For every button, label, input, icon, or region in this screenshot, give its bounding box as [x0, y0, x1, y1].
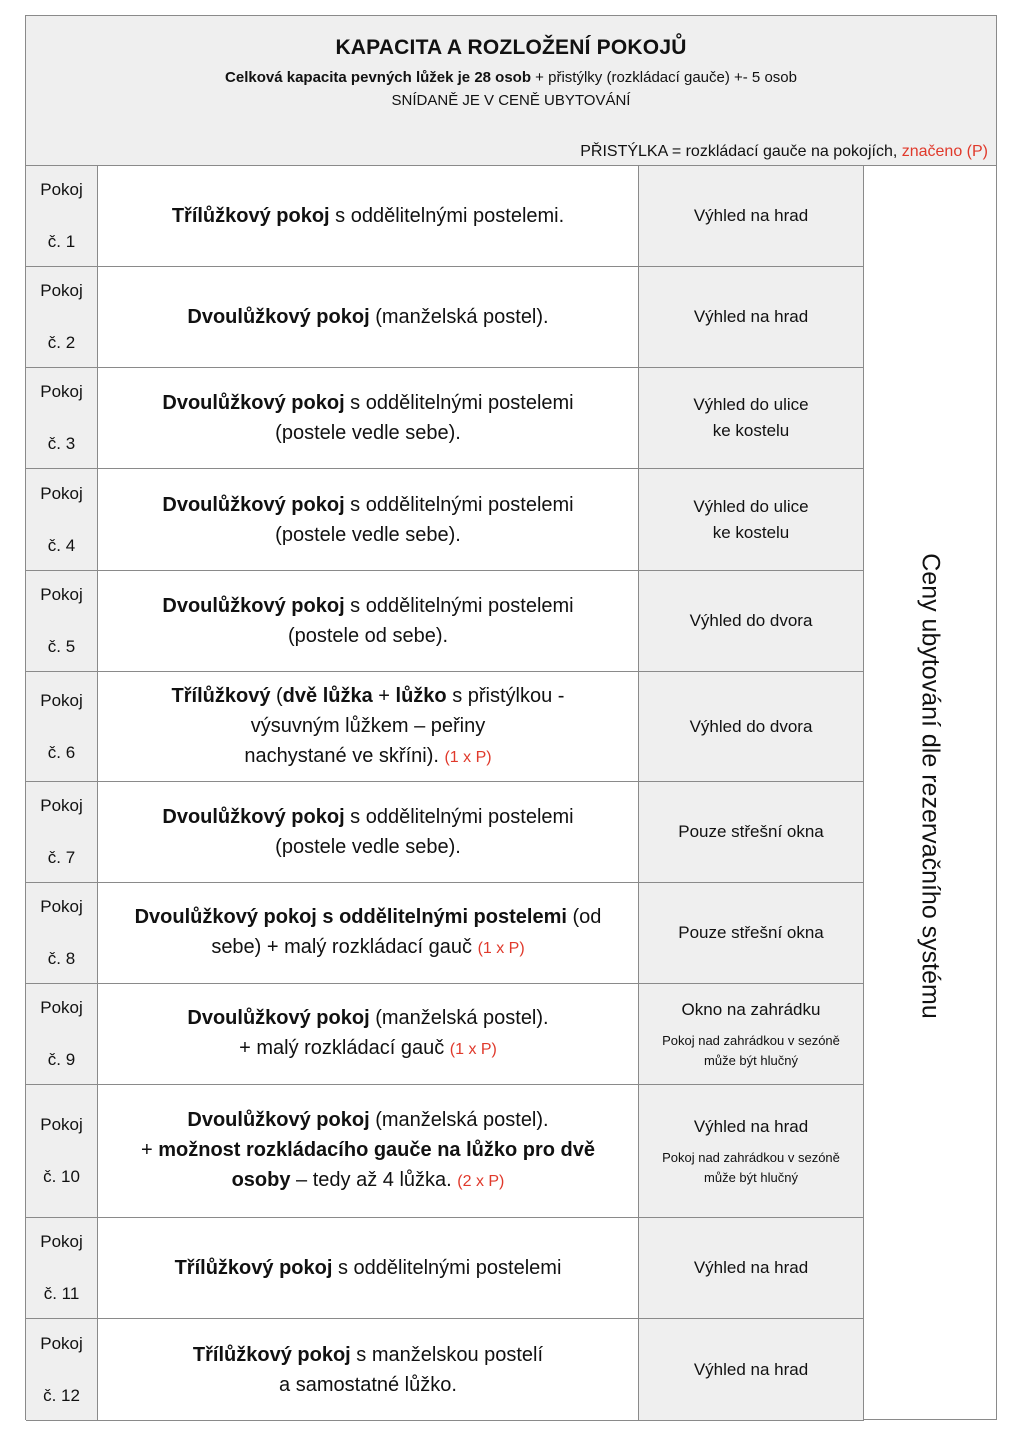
- room-description-part: a samostatné lůžko.: [279, 1373, 457, 1396]
- room-row: [26, 883, 864, 984]
- room-description-text: [162, 388, 573, 448]
- room-type-bold: Dvoulůžkový pokoj: [162, 493, 345, 516]
- room-view: [639, 883, 864, 983]
- room-description: [98, 469, 639, 570]
- room-number: [26, 267, 98, 367]
- room-view-text: Výhled do ulice ke kostelu: [693, 496, 809, 542]
- room-number: [26, 782, 98, 882]
- room-view-text: Výhled na hrad: [693, 307, 809, 326]
- room-description-part: s manželskou postelí: [350, 1343, 544, 1366]
- room-row: [26, 1319, 864, 1421]
- room-type-bold: dvě lůžka: [282, 684, 373, 707]
- room-description: [98, 1319, 639, 1420]
- room-view: [639, 469, 864, 570]
- room-number-label: Pokoj: [40, 1232, 83, 1251]
- room-description: [98, 1218, 639, 1318]
- room-description-part: – tedy až 4 lůžka.: [290, 1169, 458, 1191]
- room-type-bold: Dvoulůžkový pokoj: [187, 1007, 370, 1029]
- room-view-text: Výhled do dvora: [689, 716, 813, 736]
- room-view-text: Výhled na hrad: [693, 1117, 809, 1136]
- extra-bed-note: [580, 143, 988, 161]
- room-number: [26, 984, 98, 1084]
- room-number-label: Pokoj: [40, 585, 83, 604]
- room-description: [98, 571, 639, 671]
- room-view: [639, 1218, 864, 1318]
- room-view-text: Výhled na hrad: [693, 206, 809, 225]
- extra-bed-tag: (2 x P): [457, 1173, 505, 1190]
- price-column: [864, 166, 996, 1419]
- room-number: [26, 368, 98, 468]
- room-type-bold: Dvoulůžkový pokoj: [162, 392, 345, 414]
- room-view: [639, 1319, 864, 1420]
- room-view-text: Výhled na hrad: [693, 1359, 809, 1379]
- room-view-text: Pouze střešní okna: [678, 923, 824, 942]
- capacity-line: [26, 69, 996, 86]
- room-description-part: nachystané ve skříni).: [244, 744, 445, 767]
- room-description-part: s oddělitelnými postelemi: [344, 493, 574, 516]
- room-view-text: Výhled do ulice ke kostelu: [693, 395, 809, 440]
- room-view-note: Pokoj nad zahrádkou v sezóně může být hlučný: [662, 1150, 840, 1185]
- room-number: [26, 1319, 98, 1420]
- room-number-value: č. 6: [47, 742, 76, 762]
- room-row: [26, 469, 864, 571]
- room-type-bold: Třílůžkový pokoj: [174, 1257, 333, 1279]
- room-number-value: č. 1: [47, 232, 76, 251]
- room-type-bold: osoby: [231, 1169, 291, 1191]
- room-description-text: [172, 681, 565, 773]
- room-number-value: č. 12: [43, 1385, 80, 1405]
- room-description: [98, 984, 639, 1084]
- room-description: [98, 267, 639, 367]
- room-type-bold: Dvoulůžkový pokoj: [187, 306, 370, 328]
- room-view: [639, 984, 864, 1084]
- capacity-bold: Celková kapacita pevných lůžek je 28 osob: [225, 69, 532, 86]
- room-number-value: č. 5: [47, 637, 76, 656]
- room-number-value: č. 3: [47, 434, 76, 453]
- room-description-text: [162, 490, 573, 550]
- room-row: [26, 782, 864, 883]
- room-description: [98, 672, 639, 781]
- room-view-note: Pokoj nad zahrádkou v sezóně může být hlučný: [662, 1033, 840, 1068]
- room-type-bold: Třílůžkový: [171, 684, 271, 707]
- room-view: [639, 571, 864, 671]
- room-view: [639, 166, 864, 266]
- room-number: [26, 1085, 98, 1217]
- room-description-part: (postele vedle sebe).: [275, 523, 461, 546]
- room-type-bold: Třílůžkový pokoj: [192, 1343, 351, 1366]
- room-type-bold: Dvoulůžkový pokoj s oddělitelnými postelemi: [134, 906, 567, 928]
- room-row: [26, 368, 864, 469]
- room-view: [639, 672, 864, 781]
- room-number-label: Pokoj: [40, 796, 83, 815]
- room-description: [98, 166, 639, 266]
- extra-bed-note-marker: značeno (P): [901, 143, 988, 160]
- header: [26, 16, 996, 166]
- room-description: [98, 883, 639, 983]
- room-type-bold: Dvoulůžkový pokoj: [187, 1109, 370, 1131]
- extra-bed-tag: (1 x P): [477, 940, 525, 957]
- price-note: Ceny ubytování dle rezervačního systému: [916, 553, 945, 1019]
- room-view: [639, 267, 864, 367]
- room-view: [639, 1085, 864, 1217]
- room-description-part: s oddělitelnými postelemi: [332, 1257, 562, 1279]
- room-description-part: (postele od sebe).: [287, 625, 449, 647]
- capacity-rest: + přistýlky (rozkládací gauče) +- 5 osob: [531, 69, 797, 86]
- room-number: [26, 1218, 98, 1318]
- room-description: [98, 368, 639, 468]
- room-view-text: Výhled na hrad: [693, 1258, 809, 1277]
- room-row: [26, 267, 864, 368]
- room-row: [26, 984, 864, 1085]
- room-type-bold: Třílůžkový pokoj: [171, 205, 330, 227]
- room-description-text: [162, 802, 573, 862]
- room-description-text: [187, 302, 548, 332]
- room-type-bold: lůžko: [395, 684, 447, 707]
- room-number-value: č. 10: [43, 1167, 80, 1186]
- room-description-text: [141, 1105, 595, 1197]
- room-number: [26, 672, 98, 781]
- room-view-text: Okno na zahrádku: [681, 1000, 821, 1019]
- room-description: [98, 782, 639, 882]
- room-row: [26, 1218, 864, 1319]
- room-view: [639, 368, 864, 468]
- room-number-label: Pokoj: [40, 897, 83, 916]
- room-description-part: s oddělitelnými postelemi: [344, 806, 574, 828]
- room-row: [26, 672, 864, 782]
- room-row: [26, 166, 864, 267]
- room-description-part: (manželská postel).: [369, 1109, 549, 1131]
- room-view: [639, 782, 864, 882]
- room-description-part: + malý rozkládací gauč: [239, 1037, 450, 1059]
- room-number-label: Pokoj: [40, 690, 83, 710]
- room-description-text: [135, 902, 602, 964]
- breakfast-line: SNÍDANĚ JE V CENĚ UBYTOVÁNÍ: [391, 92, 631, 109]
- room-description-text: [172, 201, 564, 231]
- room-type-bold: Dvoulůžkový pokoj: [162, 806, 345, 828]
- room-number: [26, 571, 98, 671]
- room-number-label: Pokoj: [40, 1115, 83, 1134]
- room-view-text: Pouze střešní okna: [678, 822, 824, 841]
- room-number-label: Pokoj: [40, 382, 83, 401]
- room-description-part: s oddělitelnými postelemi: [344, 595, 574, 617]
- room-description-part: s oddělitelnými postelemi: [344, 392, 574, 414]
- room-number: [26, 883, 98, 983]
- room-description-part: (postele vedle sebe).: [275, 836, 461, 858]
- room-number-value: č. 9: [47, 1050, 76, 1069]
- room-number-value: č. 7: [47, 848, 76, 867]
- room-description-part: s oddělitelnými postelemi.: [329, 205, 565, 227]
- room-description-text: [175, 1253, 562, 1283]
- room-number: [26, 166, 98, 266]
- capacity-sheet: [25, 15, 997, 1420]
- room-number-label: Pokoj: [40, 998, 83, 1017]
- extra-bed-note-text: PŘISTÝLKA = rozkládací gauče na pokojích,: [580, 143, 902, 160]
- room-description-part: (postele vedle sebe).: [275, 422, 461, 444]
- room-number-value: č. 4: [47, 535, 76, 555]
- room-description-part: sebe) + malý rozkládací gauč: [211, 936, 478, 958]
- room-number-value: č. 8: [47, 949, 76, 968]
- room-number-value: č. 2: [47, 333, 76, 352]
- room-view-text: Výhled do dvora: [689, 611, 813, 630]
- room-description-text: [193, 1340, 543, 1400]
- room-description-part: (od: [566, 906, 602, 928]
- room-description-part: (: [270, 684, 283, 707]
- room-description-part: +: [141, 1139, 159, 1161]
- room-type-bold: Dvoulůžkový pokoj: [162, 595, 345, 617]
- room-description-text: [162, 591, 573, 651]
- room-row: [26, 1085, 864, 1218]
- room-number-label: Pokoj: [40, 281, 83, 300]
- room-number-label: Pokoj: [40, 483, 83, 503]
- room-description-text: [187, 1003, 548, 1065]
- extra-bed-tag: (1 x P): [444, 748, 492, 766]
- room-description-part: s přistýlkou -: [446, 684, 565, 707]
- room-type-bold: možnost rozkládacího gauče na lůžko pro dvě: [158, 1139, 595, 1161]
- room-number: [26, 469, 98, 570]
- room-description-part: (manželská postel).: [369, 306, 549, 328]
- extra-bed-tag: (1 x P): [449, 1041, 497, 1058]
- room-description: [98, 1085, 639, 1217]
- room-number-label: Pokoj: [40, 180, 83, 199]
- page-title: KAPACITA A ROZLOŽENÍ POKOJŮ: [335, 36, 687, 59]
- room-description-part: (manželská postel).: [369, 1007, 549, 1029]
- room-number-label: Pokoj: [40, 1333, 83, 1353]
- room-description-part: výsuvným lůžkem – peřiny: [250, 714, 486, 737]
- room-row: [26, 571, 864, 672]
- room-number-value: č. 11: [43, 1284, 80, 1303]
- room-description-part: +: [372, 684, 396, 707]
